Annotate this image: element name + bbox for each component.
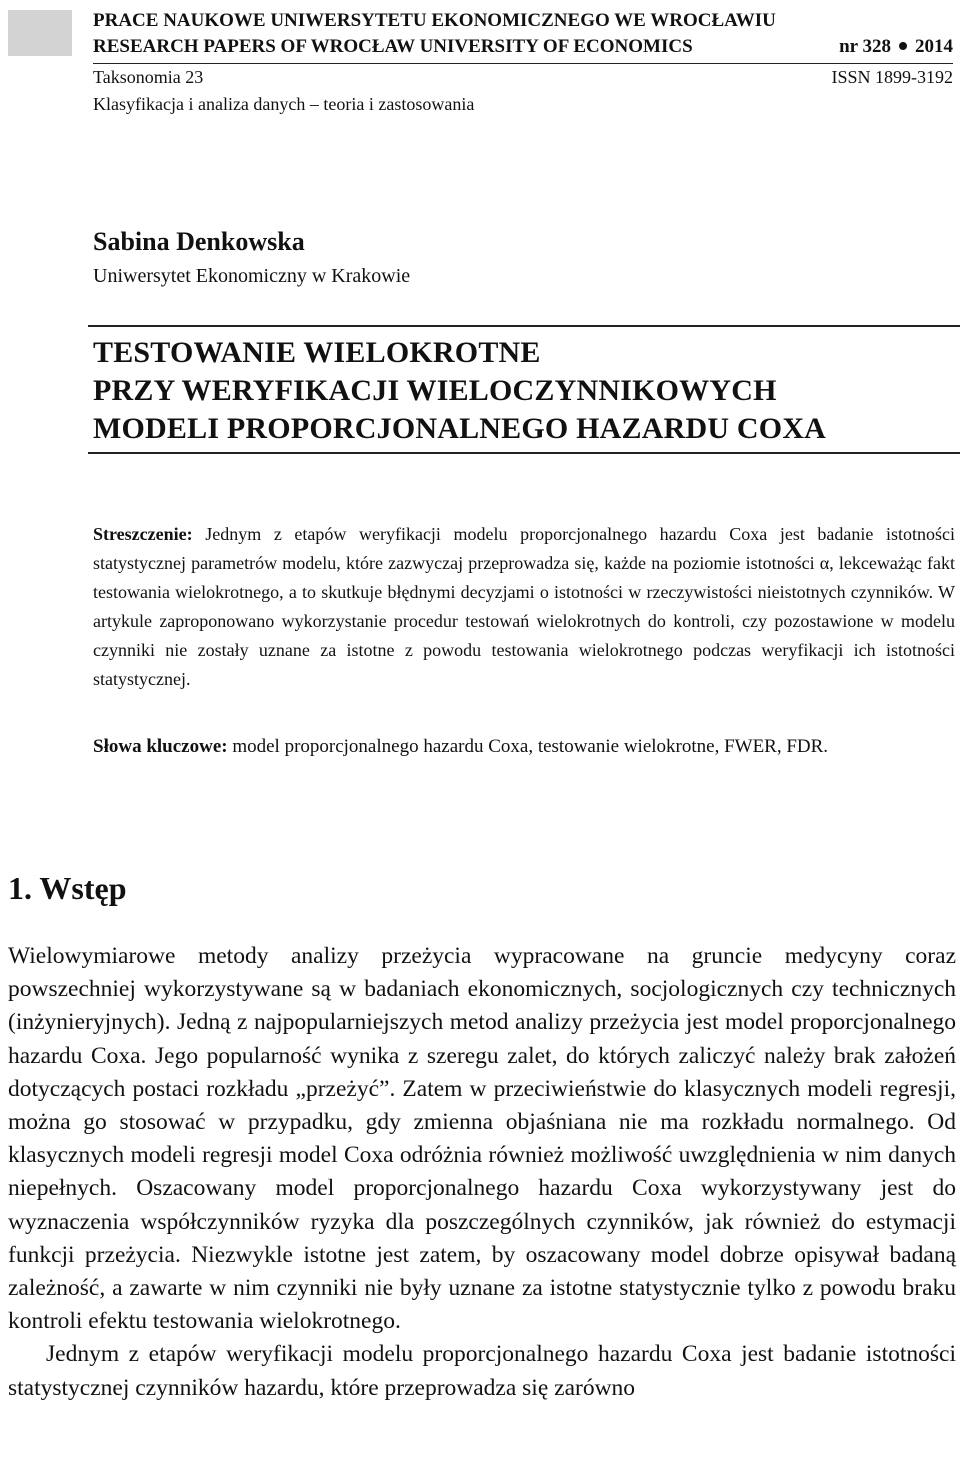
bullet-icon bbox=[899, 42, 907, 50]
issue-info bbox=[839, 36, 953, 58]
abstract-label: Streszczenie: bbox=[93, 524, 193, 544]
section-body bbox=[8, 940, 956, 1405]
body-paragraph: Wielowymiarowe metody analizy przeżycia wypracowane na gruncie medycyny coraz powszechniej wykorzystywane są w badaniach ekonomicznych, socjologicznych czy technicznych (inżynieryjnych). Jedną z najpopularniejszych metod analizy przeżycia jest model proporcjonalnego hazardu Coxa. Jego popularność wynika z szeregu zalet, do których zaliczyć należy brak założeń dotyczących postaci rozkładu „przeżyć”. Zatem w przeciwieństwie do klasycznych modeli regresji, można go stosować w przypadku, gdy zmienna objaśniana nie ma rozkładu normalnego. Od klasycznych modeli regresji model Coxa odróżnia również możliwość uwzględnienia w nim danych niepełnych. Oszacowany model proporcjonalnego hazardu Coxa wykorzystywany jest do wyznaczenia współczynników ryzyka dla poszczególnych czynników, jak również do estymacji funkcji przeżycia. Niezwykle istotne jest zatem, by oszacowany model dobrze opisywał badaną zależność, a zawarte w nim czynniki nie były uznane za istotne statystycznie tylko z powodu braku kontroli efektu testowania wielokrotnego. bbox=[8, 943, 956, 1335]
title-bottom-rule bbox=[88, 452, 960, 454]
body-paragraph: Jednym z etapów weryfikacji modelu proporcjonalnego hazardu Coxa jest badanie istotności statystycznej czynników hazardu, które przeprowadza się zarówno bbox=[8, 1341, 956, 1401]
publisher-logo bbox=[8, 10, 72, 56]
abstract bbox=[93, 520, 955, 694]
issue-number: nr 328 bbox=[839, 36, 891, 57]
issue-year: 2014 bbox=[915, 36, 953, 57]
journal-title-en: RESEARCH PAPERS OF WROCŁAW UNIVERSITY OF ECONOMICS bbox=[93, 36, 693, 57]
series-name: Taksonomia 23 bbox=[93, 67, 204, 87]
title-line: MODELI PROPORCJONALNEGO HAZARDU COXA bbox=[93, 412, 827, 445]
abstract-text: Jednym z etapów weryfikacji modelu proporcjonalnego hazardu Coxa jest badanie istotności statystycznej parametrów modelu, które zazwyczaj przeprowadza się, każde na poziomie istotności α, lekceważąc fakt testowania wielokrotnego, a to skutkuje błędnymi decyzjami o istotności w rzeczywistości nieistotnych czynników. W artykule zaproponowano wykorzystanie procedur testowań wielokrotnych do kontroli, czy pozostawione w modelu czynniki nie zostały uznane za istotne z powodu testowania wielokrotnego podczas weryfikacji ich istotności statystycznej. bbox=[93, 524, 955, 689]
series-line bbox=[93, 64, 953, 91]
keywords-text: model proporcjonalnego hazardu Coxa, testowanie wielokrotne, FWER, FDR. bbox=[227, 736, 829, 757]
article-title bbox=[93, 334, 953, 448]
title-top-rule bbox=[88, 325, 960, 327]
keywords-label: Słowa kluczowe: bbox=[93, 736, 228, 757]
keywords bbox=[93, 732, 955, 762]
section-heading: 1. Wstęp bbox=[8, 870, 127, 906]
subseries-name: Klasyfikacja i analiza danych – teoria i zastosowania bbox=[93, 94, 475, 114]
journal-title-pl: PRACE NAUKOWE UNIWERSYTETU EKONOMICZNEGO WE WROCŁAWIU bbox=[93, 10, 776, 31]
author-affiliation: Uniwersytet Ekonomiczny w Krakowie bbox=[93, 265, 411, 287]
author-name: Sabina Denkowska bbox=[93, 227, 305, 256]
issn: ISSN 1899-3192 bbox=[831, 67, 953, 87]
title-line: PRZY WERYFIKACJI WIELOCZYNNIKOWYCH bbox=[93, 374, 777, 407]
journal-header bbox=[93, 8, 953, 118]
journal-title-en-line bbox=[93, 34, 953, 60]
journal-title-pl-line bbox=[93, 8, 953, 34]
title-line: TESTOWANIE WIELOKROTNE bbox=[93, 336, 541, 369]
